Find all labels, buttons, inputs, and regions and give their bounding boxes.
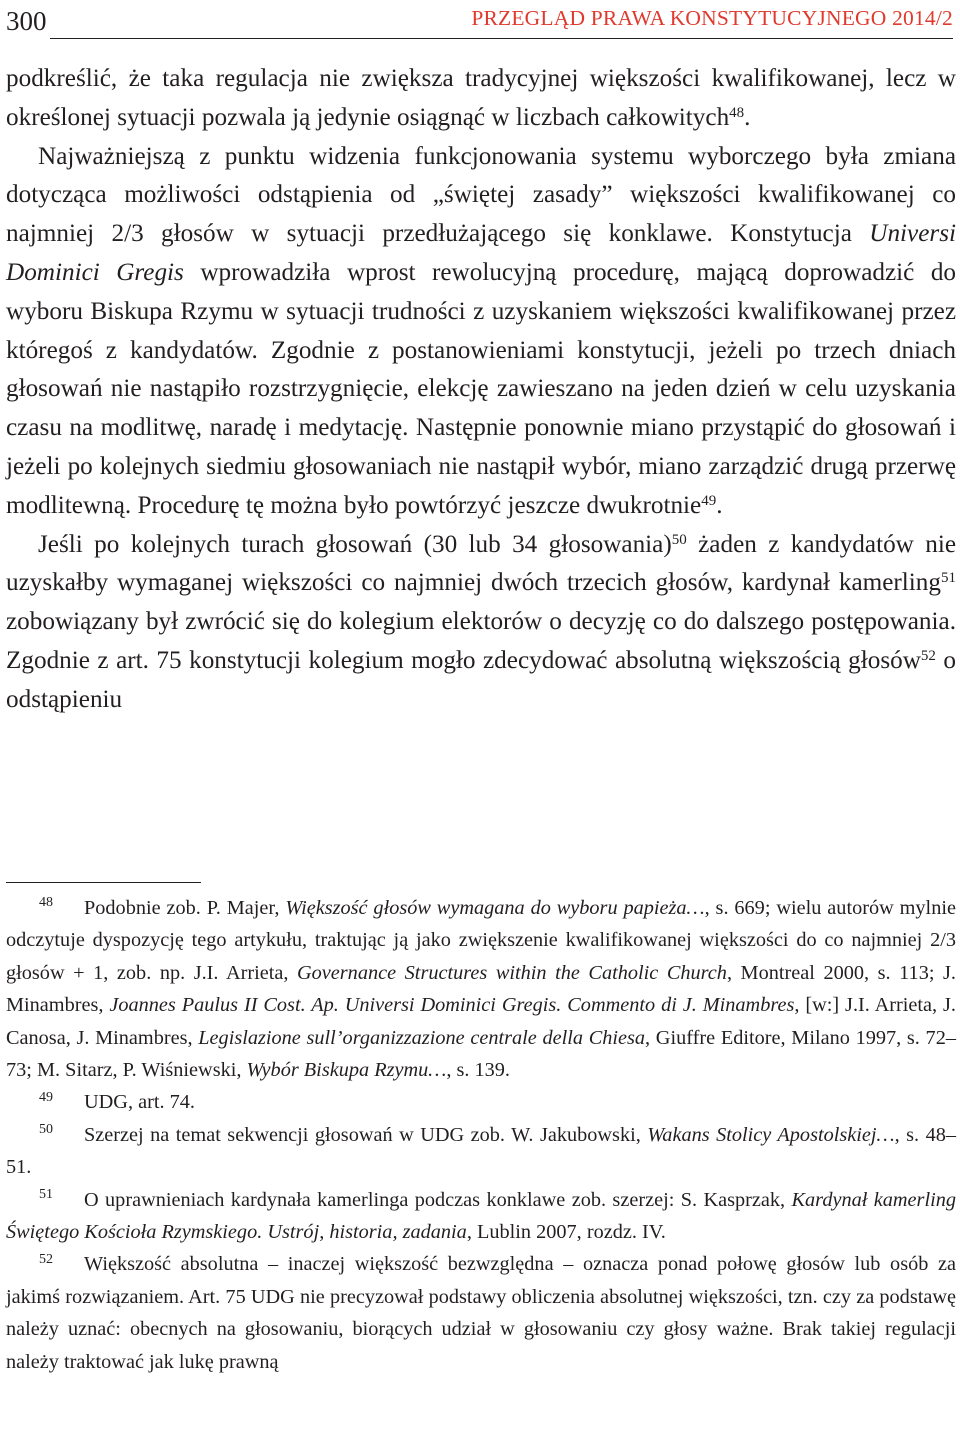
footnote-italic: Wybór Biskupa Rzymu…: [246, 1059, 447, 1082]
footnote-50: 50 Szerzej na temat sekwencji głosowań w UDG zob. W. Jakubowski, Wakans Stolicy Apostolskiej…, s. 48–51.: [6, 1122, 956, 1179]
running-head: PRZEGLĄD PRAWA KONSTYTUCYJNEGO 2014/2: [471, 6, 953, 30]
footnotes: [6, 892, 956, 1378]
paragraph-3-text-a: Jeśli po kolejnych turach głosowań (30 lub 34 głosowania): [38, 530, 672, 558]
footnote-text: , s. 139.: [446, 1059, 510, 1082]
footnote-text: , s. 669; wielu autorów mylnie odczytuje dyspozycję tego artykułu, traktując ją jako zwiększenie kwalifikowanej większości do co najmniej 2/3 głosów + 1, zob. np. J.I. Arrieta,: [6, 897, 956, 984]
footnote-italic: Legislazione sull’organizzazione centrale della Chiesa: [198, 1026, 646, 1049]
paragraph-2-italic-title: Universi Dominici Gregis: [6, 220, 956, 286]
footnote-text: O uprawnieniach kardynała kamerlinga podczas konklawe zob. szerzej: S. Kasprzak,: [84, 1188, 792, 1211]
footnote-italic: Większość głosów wymagana do wyboru papieża…: [285, 897, 705, 919]
footnote-text: , Lublin 2007, rozdz. IV.: [466, 1221, 666, 1244]
paragraph-3-text-c: zobowiązany był zwrócić się do kolegium elektorów o decyzję co do dalszego postępowania. Zgodnie z art. 75 konstytucji kolegium mogło zdecydować absolutną większością głosów: [6, 608, 956, 674]
paragraph-1-tail: .: [744, 103, 751, 131]
page-header: [0, 0, 960, 44]
main-text: [6, 60, 956, 720]
footnote-ref-48[interactable]: 48: [729, 104, 745, 121]
footnote-ref-50[interactable]: 50: [671, 531, 687, 548]
footnote-49: 49 UDG, art. 74.: [39, 1089, 195, 1114]
footnote-text: , Montreal 2000, s. 113; J. Minambres,: [6, 961, 956, 1017]
footnote-italic: Wakans Stolicy Apostolskiej…: [647, 1123, 895, 1146]
footnote-text: , [w:] J.I. Arrieta, J. Canosa, J. Minambres,: [6, 994, 956, 1049]
footnote-51: 51 O uprawnieniach kardynała kamerlinga podczas konklawe zob. szerzej: S. Kasprzak, Kardynał kamerling Świętego Kościoła Rzymskiego. Ustrój, historia, zadania, Lublin 2007, rozdz. IV.: [6, 1186, 957, 1244]
footnote-text: Większość absolutna – inaczej większość bezwzględna – oznacza ponad połowę głosów lub osób za jakimś rozwiązaniem. Art. 75 UDG nie precyzował podstawy obliczenia absolutnej większości, tzn. czy za podstawę należy uznać: obecnych na głosowaniu, biorących udział w głosowaniu czy głosy ważne. Brak takiej regulacji należy traktować jak lukę prawną: [6, 1253, 956, 1373]
paragraph-3-text-b: żaden z kandydatów nie uzyskałby wymaganej większości co najmniej dwóch trzecich głosów, kardynał kamerling: [6, 530, 956, 597]
footnote-italic: Kardynał kamerling Świętego Kościoła Rzymskiego. Ustrój, historia, zadania: [6, 1188, 957, 1244]
paragraph-1-text: podkreślić, że taka regulacja nie zwiększa tradycyjnej większości kwalifikowanej, lecz w określonej sytuacji pozwala ją jedynie osiągnąć w liczbach całkowitych: [6, 65, 956, 131]
footnote-ref-51[interactable]: 51: [941, 570, 956, 587]
footnote-text: , Giuffre Editore, Milano 1997, s. 72–73; M. Sitarz, P. Wiśniewski,: [6, 1026, 956, 1082]
paragraph-2-tail: .: [716, 491, 723, 519]
paragraph-2: [6, 138, 956, 526]
footnote-48: 48 Podobnie zob. P. Majer, Większość głosów wymagana do wyboru papieża…, s. 669; wielu autorów mylnie odczytuje dyspozycję tego artykułu, traktując ją jako zwiększenie kwalifikowanej większości do co najmniej 2/3 głosów + 1, zob. np. J.I. Arrieta, Governance Structures within the Catholic Church, Montreal 2000, s. 113; J. Minambres, Joannes Paulus II Cost. Ap. Universi Dominici Gregis. Commento di J. Minambres, [w:] J.I. Arrieta, J. Canosa, J. Minambres, Legislazione sull’organizzazione centrale della Chiesa, Giuffre Editore, Milano 1997, s. 72–73; M. Sitarz, P. Wiśniewski, Wybór Biskupa Rzymu…, s. 139.: [6, 895, 956, 1082]
header-rule: [50, 38, 953, 39]
footnote-text: Podobnie zob. P. Majer,: [84, 897, 286, 919]
page-number: 300: [6, 6, 47, 36]
paragraph-2-text-a: Najważniejszą z punktu widzenia funkcjonowania systemu wyborczego była zmiana dotycząca możliwości odstąpienia od „świętej zasady” większości kwalifikowanej co najmniej 2/3 głosów w sytuacji przedłużającego się konklawe. Konstytucja: [6, 142, 956, 248]
footnote-text: Szerzej na temat sekwencji głosowań w UDG zob. W. Jakubowski,: [84, 1123, 648, 1146]
footnote-text: , s. 48–51.: [6, 1123, 956, 1179]
paragraph-3: [6, 526, 956, 720]
footnote-text: UDG, art. 74.: [84, 1091, 195, 1114]
paragraph-1: [6, 60, 956, 138]
footnote-italic: Governance Structures within the Catholic Church: [297, 961, 727, 984]
footnote-52: 52 Większość absolutna – inaczej większość bezwzględna – oznacza ponad połowę głosów lub osób za jakimś rozwiązaniem. Art. 75 UDG nie precyzował podstawy obliczenia absolutnej większości, tzn. czy za podstawę należy uznać: obecnych na głosowaniu, biorących udział w głosowaniu czy głosy ważne. Brak takiej regulacji należy traktować jak lukę prawną: [6, 1251, 956, 1373]
paragraph-2-text-b: wprowadziła wprost rewolucyjną procedurę, mającą doprowadzić do wyboru Biskupa Rzymu w sytuacji trudności z uzyskaniem większości kwalifikowanej przez któregoś z kandydatów. Zgodnie z postanowieniami konstytucji, jeżeli po trzech dniach głosowań nie nastąpiło rozstrzygnięcie, elekcję zawieszano na jeden dzień w celu uzyskania czasu na modlitwę, naradę i medytację. Następnie ponownie miano przystąpić do głosowań i jeżeli po kolejnych siedmiu głosowaniach nie nastąpił wybór, miano zarządzić drugą przerwę modlitewną. Procedurę tę można było powtórzyć jeszcze dwukrotnie: [6, 258, 957, 519]
footnote-separator: [6, 882, 201, 883]
paragraph-3-text-d: o odstąpieniu: [6, 646, 956, 713]
footnote-ref-52[interactable]: 52: [920, 647, 936, 664]
footnote-ref-49[interactable]: 49: [701, 492, 717, 509]
footnote-italic: Joannes Paulus II Cost. Ap. Universi Dominici Gregis. Commento di J. Minambres: [109, 994, 795, 1017]
